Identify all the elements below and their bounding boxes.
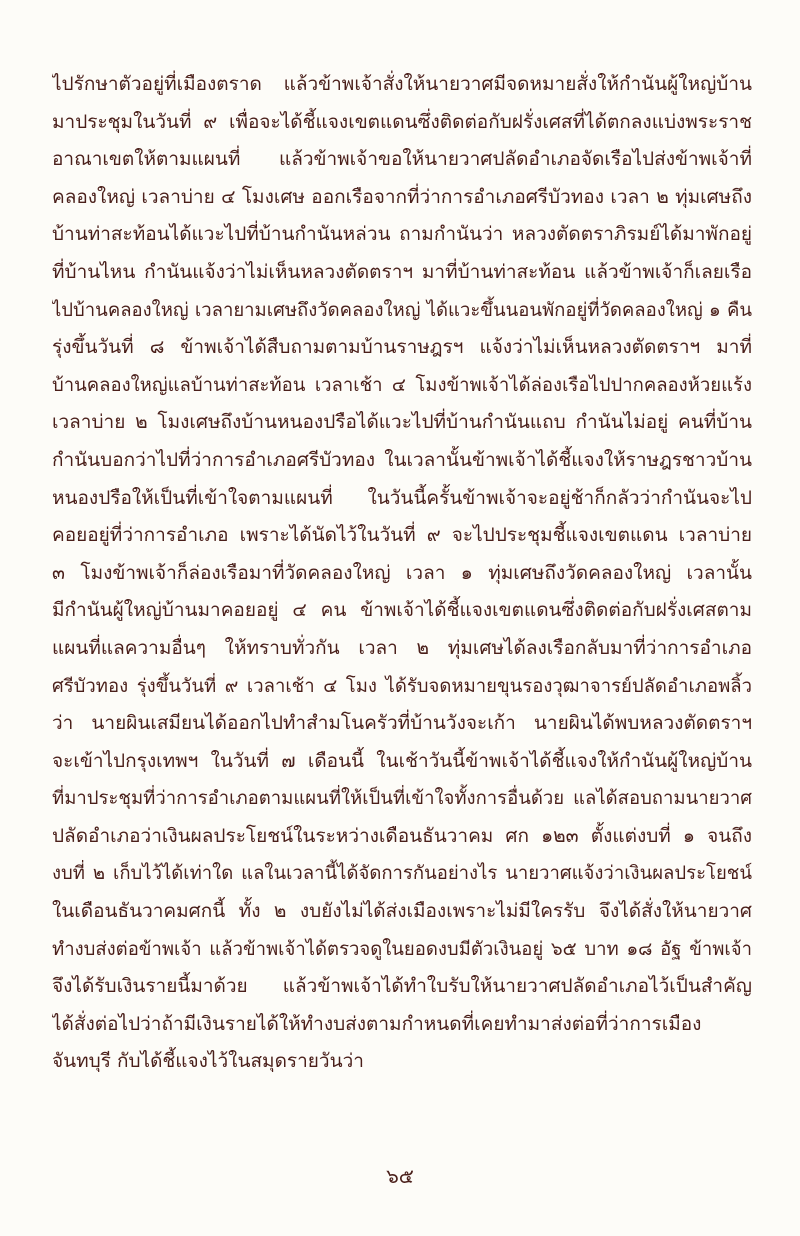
text-line: จะเข้าไปกรุงเทพฯ ในวันที่ ๗ เดือนนี้ ในเช้าวันนี้ข้าพเจ้าได้ชี้แจงให้กำนันผู้ใหญ่บ้าน	[52, 749, 752, 772]
text-line: ศรีบัวทอง รุ่งขึ้นวันที่ ๙ เวลาเช้า ๔ โมง ได้รับจดหมายขุนรองวุฒาจารย์ปลัดอำเภอพลิ้ว	[52, 675, 752, 697]
text-line: ปลัดอำเภอว่าเงินผลประโยชน์ในระหว่างเดือนธันวาคม ศก ๑๒๓ ตั้งแต่งบที่ ๑ จนถึง	[52, 824, 752, 847]
body-text	[52, 66, 752, 1081]
text-line: ได้สั่งต่อไปว่าถ้ามีเงินรายได้ให้ทำงบส่งตามกำหนดที่เคยทำมาส่งต่อที่ว่าการเมือง	[52, 1012, 702, 1035]
text-line: จันทบุรี กับได้ชี้แจงไว้ในสมุดรายวันว่า	[52, 1050, 364, 1073]
text-line: หนองปรือให้เป็นที่เข้าใจตามแผนที่ ในวันนี้ครั้นข้าพเจ้าจะอยู่ช้าก็กลัวว่ากำนันจะไป	[52, 486, 752, 509]
text-line: ทำงบส่งต่อข้าพเจ้า แล้วข้าพเจ้าได้ตรวจดูในยอดงบมีตัวเงินอยู่ ๖๕ บาท ๑๘ อัฐ ข้าพเจ้า	[52, 938, 752, 960]
text-line: งบที่ ๒ เก็บไว้ได้เท่าใด แลในเวลานี้ได้จัดการกันอย่างไร นายวาศแจ้งว่าเงินผลประโยชน์	[52, 863, 752, 885]
text-line: บ้านคลองใหญ่แลบ้านท่าสะท้อน เวลาเช้า ๔ โมงข้าพเจ้าได้ล่องเรือไปปากคลองห้วยแร้ง	[52, 374, 752, 396]
text-line: จึงได้รับเงินรายนี้มาด้วย แล้วข้าพเจ้าได้ทำใบรับให้นายวาศปลัดอำเภอไว้เป็นสำคัญ	[52, 975, 752, 998]
text-line: ๓ โมงข้าพเจ้าก็ล่องเรือมาที่วัดคลองใหญ่ เวลา ๑ ทุ่มเศษถึงวัดคลองใหญ่ เวลานั้น	[52, 561, 752, 584]
text-line: รุ่งขึ้นวันที่ ๘ ข้าพเจ้าได้สืบถามตามบ้านราษฎรฯ แจ้งว่าไม่เห็นหลวงตัดตราฯ มาที่	[52, 336, 752, 359]
text-line: กำนันบอกว่าไปที่ว่าการอำเภอศรีบัวทอง ในเวลานั้นข้าพเจ้าได้ชี้แจงให้ราษฎรชาวบ้าน	[52, 448, 752, 471]
text-line: อาณาเขตให้ตามแผนที่ แล้วข้าพเจ้าขอให้นายวาศปลัดอำเภอจัดเรือไปส่งข้าพเจ้าที่	[52, 148, 752, 171]
text-line: ว่า นายผินเสมียนได้ออกไปทำสำมโนครัวที่บ้านวังจะเก้า นายผินได้พบหลวงตัดตราฯ	[52, 712, 752, 735]
text-line: เวลาบ่าย ๒ โมงเศษถึงบ้านหนองปรือได้แวะไปที่บ้านกำนันแถบ กำนันไม่อยู่ คนที่บ้าน	[52, 411, 752, 434]
text-line: ไปบ้านคลองใหญ่ เวลายามเศษถึงวัดคลองใหญ่ ได้แวะขึ้นนอนพักอยู่ที่วัดคลองใหญ่ ๑ คืน	[52, 299, 752, 321]
text-line: ในเดือนธันวาคมศกนี้ ทั้ง ๒ งบยังไม่ได้ส่งเมืองเพราะไม่มีใครรับ จึงได้สั่งให้นายวาศ	[52, 900, 752, 923]
text-line: ที่มาประชุมที่ว่าการอำเภอตามแผนที่ให้เป็นที่เข้าใจทั้งการอื่นด้วย แลได้สอบถามนายวาศ	[52, 788, 752, 810]
text-line: แผนที่แลความอื่นๆ ให้ทราบทั่วกัน เวลา ๒ ทุ่มเศษได้ลงเรือกลับมาที่ว่าการอำเภอ	[52, 636, 752, 659]
page-number: ๖๕	[386, 1164, 414, 1188]
text-line: มีกำนันผู้ใหญ่บ้านมาคอยอยู่ ๔ คน ข้าพเจ้าได้ชี้แจงเขตแดนซึ่งติดต่อกับฝรั่งเศสตาม	[52, 599, 752, 622]
text-line: มาประชุมในวันที่ ๙ เพื่อจะได้ชี้แจงเขตแดนซึ่งติดต่อกับฝรั่งเศสที่ได้ตกลงแบ่งพระราช	[52, 110, 752, 133]
text-line: ที่บ้านไหน กำนันแจ้งว่าไม่เห็นหลวงตัดตราฯ มาที่บ้านท่าสะท้อน แล้วข้าพเจ้าก็เลยเรือ	[52, 260, 752, 283]
text-line: ไปรักษาตัวอยู่ที่เมืองตราด แล้วข้าพเจ้าสั่งให้นายวาศมีจดหมายสั่งให้กำนันผู้ใหญ่บ้าน	[52, 73, 752, 95]
text-line: บ้านท่าสะท้อนได้แวะไปที่บ้านกำนันหล่วน ถามกำนันว่า หลวงตัดตราภิรมย์ได้มาพักอยู่	[52, 223, 752, 246]
text-line: คลองใหญ่ เวลาบ่าย ๔ โมงเศษ ออกเรือจากที่ว่าการอำเภอศรีบัวทอง เวลา ๒ ทุ่มเศษถึง	[52, 185, 752, 208]
text-line: คอยอยู่ที่ว่าการอำเภอ เพราะได้นัดไว้ในวันที่ ๙ จะไปประชุมชี้แจงเขตแดน เวลาบ่าย	[52, 524, 752, 547]
